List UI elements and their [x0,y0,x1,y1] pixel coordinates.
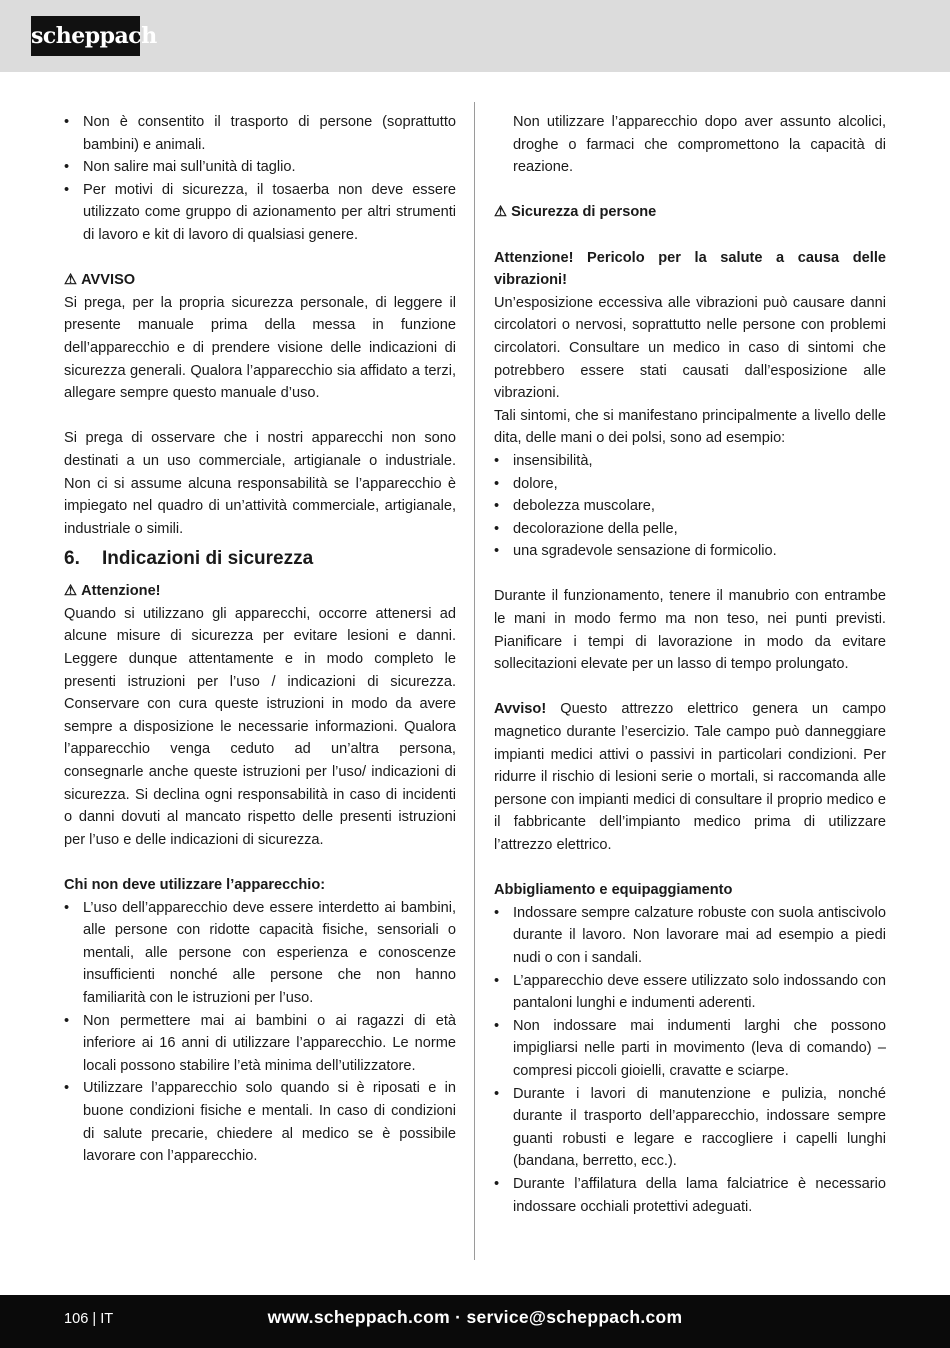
right-column [494,111,886,1218]
left-column [64,111,456,1168]
symptoms-intro: Tali sintomi, che si manifestano principalmente a livello delle dita, delle mani o dei polsi, sono ad esempio: [494,407,886,447]
warning-icon: ⚠ [64,583,78,600]
list-item: • una sgradevole sensazione di formicolio. [494,540,886,563]
who-not-bullets [64,897,456,1168]
list-item: • Non permettere mai ai bambini o ai ragazzi di età inferiore ai 16 anni di utilizzare l’apparecchio. Le norme locali possono stabilire l’età minima dell’utilizzatore. [64,1010,456,1078]
brand-logo-text: scheppach [31,23,157,49]
warning-icon: ⚠ [64,272,78,289]
list-item: • Non è consentito il trasporto di persone (soprattutto bambini) e animali. [64,111,456,156]
clothing-bullets [494,902,886,1218]
section-number: 6. [64,548,80,570]
page-footer [0,1295,950,1348]
list-item: • decolorazione della pelle, [494,518,886,541]
list-item: • Durante l’affilatura della lama falciatrice è necessario indossare occhiali protettivi adeguati. [494,1173,886,1218]
list-item: • Utilizzare l’apparecchio solo quando si è riposati e in buone condizioni fisiche e mentali. In caso di condizioni di salute precarie, chiedere al medico se è possibile lavorare con l’apparecchio. [64,1077,456,1167]
transport-bullets [64,111,456,247]
column-divider [474,102,475,1260]
page-number: 106 | IT [64,1311,114,1327]
section-heading [64,540,456,580]
vibration-heading: Attenzione! Pericolo per la salute a causa delle vibrazioni! [494,249,886,289]
avviso-paragraph: Si prega, per la propria sicurezza personale, di leggere il presente manuale prima della messa in funzione dell’apparecchio e di prendere visione delle indicazioni di sicurezza generali. Qualora l’apparecchio sia affidato a terzi, allegare sempre questo manuale d’uso. [64,294,456,402]
attention-paragraph: Quando si utilizzano gli apparecchi, occorre attenersi ad alcune misure di sicurezza per evitare lesioni e danni. Leggere dunque attentamente e in modo completo le presenti istruzioni per l’uso / indicazioni di sicurezza. Conservare con cura queste istruzioni in modo da avere sempre a disposizione le necessarie informazioni. Qualora l’apparecchio venga ceduto ad un’altra persona, consegnarle anche queste istruzioni per l’uso/ indicazioni di sicurezza. Si declina ogni responsabilità in caso di incidenti o danni dovuti al mancato rispetto delle presenti istruzioni per l’uso e delle indicazioni di sicurezza. [64,605,456,848]
clothing-heading: Abbigliamento e equipaggiamento [494,882,733,899]
brand-logo [31,16,157,56]
attention-heading [64,580,456,603]
list-item: • L’uso dell’apparecchio deve essere interdetto ai bambini, alle persone con ridotte capacità fisiche, sensoriali o mentali, alle persone con esperienza e conoscenze insufficienti nonché alle persone che non hanno familiarità con le istruzioni per l’uso. [64,897,456,1010]
list-item: • Indossare sempre calzature robuste con suola antiscivolo durante il lavoro. Non lavorare mai ad esempio a piedi nudi o con i sandali. [494,902,886,970]
list-item: • Durante i lavori di manutenzione e pulizia, nonché durante il trasporto dell’apparecchio, indossare sempre guanti robusti e legare e raccogliere i capelli lunghi (bandana, berretto, ecc.). [494,1083,886,1173]
operation-paragraph: Durante il funzionamento, tenere il manubrio con entrambe le mani in modo fermo ma non teso, nei punti previsti. Pianificare i tempi di lavorazione in modo da evitare sollecitazioni elevate per un lasso di tempo prolungato. [494,588,886,673]
commercial-use-paragraph: Si prega di osservare che i nostri apparecchi non sono destinati a un uso commerciale, artigianale o industriale. Non ci si assume alcuna responsabilità se l’apparecchio è impiegato nel quadro di un’attività commerciale, artigianale, industriale o simili. [64,430,456,537]
who-not-heading: Chi non deve utilizzare l’apparecchio: [64,877,326,893]
list-item: • Non salire mai sull’unità di taglio. [64,156,456,179]
attention-title: Attenzione! [81,583,161,600]
footer-contact-links[interactable]: www.scheppach.com · service@scheppach.com [267,1307,683,1327]
avviso-title: AVVISO [81,272,136,289]
magnetic-field-text: Questo attrezzo elettrico genera un campo magnetico durante l’esercizio. Tale campo può danneggiare impianti medici attivi o passivi in particolari condizioni. Per ridurre il rischio di lesioni serie o mortali, si raccomanda alle persone con impianti medici di consultare il proprio medico e il fabbricante dell’impianto medico prima di utilizzare l’attrezzo elettrico. [494,701,886,853]
avviso-label: Avviso! [494,701,547,718]
vibration-paragraph: Un’esposizione eccessiva alle vibrazioni può causare danni circolatori o nervosi, soprattutto nelle persone con problemi circolatori. Consultare un medico in caso di sintomi che potrebbero essere stati causati dall’esposizione alle vibrazioni. [494,294,886,402]
magnetic-field-paragraph [494,698,886,856]
continuation-paragraph: Non utilizzare l’apparecchio dopo aver assunto alcolici, droghe o farmaci che compromettono la capacità di reazione. [513,114,886,176]
warning-icon: ⚠ [494,204,508,221]
symptoms-bullets [494,450,886,563]
list-item: • Non indossare mai indumenti larghi che possono impigliarsi nelle parti in movimento (leva di comando) – compresi piccoli gioielli, cravatte e sciarpe. [494,1015,886,1083]
list-item: • insensibilità, [494,450,886,473]
list-item: • dolore, [494,473,886,496]
avviso-heading [64,269,456,292]
persons-safety-title: Sicurezza di persone [511,204,657,221]
list-item: • L’apparecchio deve essere utilizzato solo indossando con pantaloni lunghi e indumenti aderenti. [494,970,886,1015]
page-header [0,0,950,72]
list-item: • debolezza muscolare, [494,495,886,518]
persons-safety-heading [494,201,886,224]
section-title: Indicazioni di sicurezza [102,548,314,570]
list-item: • Per motivi di sicurezza, il tosaerba non deve essere utilizzato come gruppo di azionamento per altri strumenti di lavoro e kit di lavoro di qualsiasi genere. [64,179,456,247]
